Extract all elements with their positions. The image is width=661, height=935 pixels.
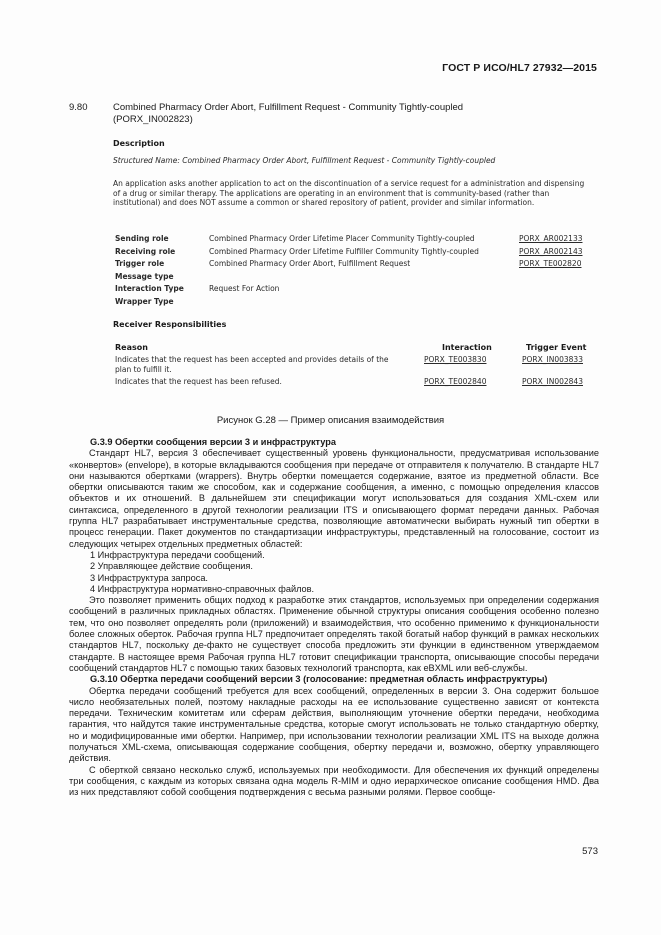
figure-caption: Рисунок G.28 — Пример описания взаимодействия xyxy=(216,415,445,426)
role-id-link[interactable]: PORX_AR002143 xyxy=(519,246,583,256)
receiver-trigger-link[interactable]: PORX_IN003833 xyxy=(522,355,583,364)
paragraph: Стандарт HL7, версия 3 обеспечивает существенный уровень функциональности, предусматривая использование «конвертов» (envelope), в которые вкладываются сообщения при передаче от отправителя к получателю. В стандарте HL7 они называются обертками (wrappers). Внутрь обертки помещается содержание, взятое из предметной области. Все обертки описываются таким же способом, как и содержание сообщения, а именно, с помощью определения классов объектов и их отношений. В дальнейшем эти спецификации могут использоваться для создания XML-схем или синтаксиса, определенного в другой технологии реализации ITS и описывающего формат передачи данных. Рабочая группа HL7 разрабатывает инструментальные средства, позволяющие автоматически выбирать нужный тип обертки в процесс генерации. Пакет документов по стандартизации инфраструктуры, представленный на голосование, состоит из следующих четырех отдельных предметных областей: xyxy=(69,448,599,549)
receiver-heading: Receiver Responsibilities xyxy=(113,320,227,329)
body-text xyxy=(69,437,599,799)
structured-name: Structured Name: Combined Pharmacy Order Abort, Fulfillment Request - Community Tightly-coupled xyxy=(113,156,496,165)
role-key: Message type xyxy=(115,271,174,281)
reason-column-header: Reason xyxy=(115,343,148,352)
section-number: 9.80 xyxy=(69,102,88,113)
section-id: (PORX_IN002823) xyxy=(113,114,193,125)
receiver-reason: Indicates that the request has been refused. xyxy=(115,377,282,386)
list-item: 4 Инфраструктура нормативно-справочных файлов. xyxy=(90,583,315,594)
role-value: Request For Action xyxy=(209,284,280,293)
role-key: Wrapper Type xyxy=(115,296,174,306)
subsection-heading: G.3.9 Обертки сообщения версии 3 и инфраструктура xyxy=(90,437,336,447)
list-item: 2 Управляющее действие сообщения. xyxy=(90,561,253,572)
page-number: 573 xyxy=(582,846,598,857)
role-value: Combined Pharmacy Order Lifetime Placer Community Tightly-coupled xyxy=(209,234,475,243)
role-value: Combined Pharmacy Order Abort, Fulfillment Request xyxy=(209,259,411,268)
section-title-text: Combined Pharmacy Order Abort, Fulfillment Request - Community Tightly-coupled xyxy=(113,102,464,113)
role-key: Trigger role xyxy=(115,259,165,268)
receiver-reason: Indicates that the request has been accepted and provides details of the plan to fulfill it. xyxy=(115,355,389,374)
receiver-trigger-link[interactable]: PORX_IN002843 xyxy=(522,377,583,386)
role-key: Interaction Type xyxy=(115,284,184,293)
list-item: 3 Инфраструктура запроса. xyxy=(90,572,208,583)
interaction-column-header: Interaction xyxy=(442,343,492,352)
role-id-link[interactable]: PORX_TE002820 xyxy=(519,259,582,268)
list-item: 1 Инфраструктура передачи сообщений. xyxy=(90,549,265,560)
paragraph: Это позволяет применить общих подход к разработке этих стандартов, используемых при определении содержания сообщений в различных прикладных областях. Применение обычной структуры описания сообщения особенно полезно тем, что оно позволяет определять роли (приложений) и взаимодействия, что особенно применимо к функциональности более сложных оберток. Рабочая группа HL7 предпочитает определять такой богатый набор функций в рамках нескольких стандартов HL7, поскольку де-факто не существует способа предложить эти функции в единственном утверждаемом стандарте. В настоящее время Рабочая группа HL7 готовит спецификации транспорта, описывающие способы передачи сообщений стандартов HL7 с помощью таких базовых технологий транспорта, как eBXML или веб-службы. xyxy=(69,595,599,673)
document-header: ГОСТ Р ИСО/HL7 27932—2015 xyxy=(442,62,597,74)
role-value: Combined Pharmacy Order Lifetime Fulfiller Community Tightly-coupled xyxy=(209,246,479,256)
section-title xyxy=(113,102,533,126)
paragraph: С оберткой связано несколько служб, используемых при необходимости. Для обеспечения их функций определены три сообщения, с каждым из которых связана одна модель R-MIM и одно иерархическое описание сообщения HMD. Два из них представляют собой сообщения подтверждения с весьма разными ролями. Первое сообще- xyxy=(69,764,599,798)
receiver-interaction-link[interactable]: PORX_TE003830 xyxy=(424,355,487,364)
trigger-column-header: Trigger Event xyxy=(526,343,587,352)
paragraph: Обертка передачи сообщений требуется для всех сообщений, определенных в версии 3. Она содержит большое число необязательных полей, поэтому накладные расходы на ее использование существенно зависят от контекста передачи. Техническим комитетам или сферам действия, выполняющим уточнение обертки передачи, необходима гарантия, что найдутся такие инструментальные средства, которые смогут использовать не только стандартную обертку, но и модифицированные ими обертки. Например, при использовании технологии реализации XML ITS на выходе должна получаться XML-схема, описывающая содержание сообщения, обертку передачи и, возможно, обертку управляющего действия. xyxy=(69,685,599,764)
description-heading: Description xyxy=(113,139,165,148)
role-key: Sending role xyxy=(115,234,169,243)
receiver-interaction-link[interactable]: PORX_TE002840 xyxy=(424,377,487,386)
subsection-heading: G.3.10 Обертка передачи сообщений версии 3 (голосование: предметная область инфраструктуры) xyxy=(90,674,548,685)
role-id-link[interactable]: PORX_AR002133 xyxy=(519,234,583,243)
role-key: Receiving role xyxy=(115,246,176,256)
description-text: An application asks another application to act on the discontinuation of a service request for a administration and dispensing of a drug or similar therapy. The applications are operating in an environment that is community-based (rather than institutional) and does NOT assume a common or shared repository of patient, provider and similar information. xyxy=(113,179,585,208)
